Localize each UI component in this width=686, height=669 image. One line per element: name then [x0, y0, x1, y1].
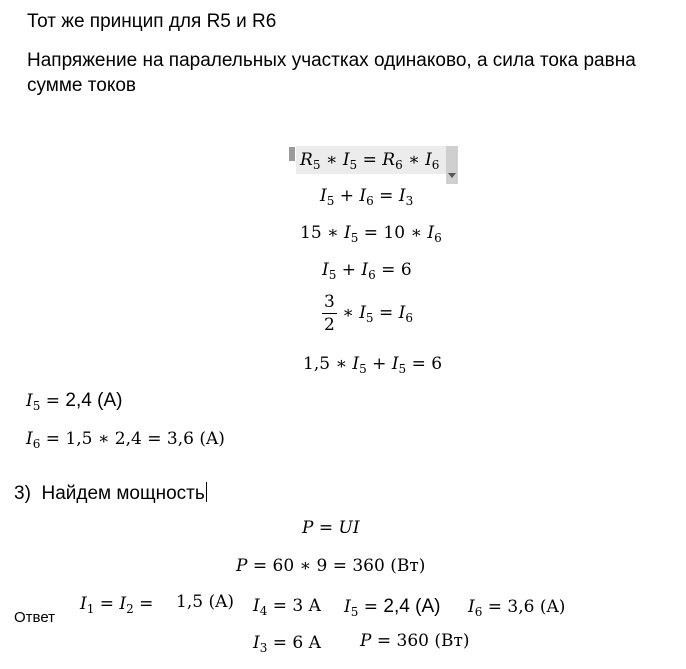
equation-15i5-eq-10i6 [300, 223, 442, 243]
op: + [366, 354, 392, 374]
var: P [236, 556, 248, 576]
coef: 1,5 ∗ [303, 354, 353, 374]
var: I [359, 186, 367, 206]
var: I [253, 633, 260, 653]
op: ∗ [320, 150, 343, 170]
denominator: 2 [324, 315, 335, 335]
var: I [322, 260, 329, 280]
equation-options-dropdown[interactable] [446, 146, 458, 184]
var: R [382, 150, 396, 170]
rhs: UI [338, 518, 360, 538]
equals: = [371, 631, 397, 651]
answer-i12-value: 1,5 (A) [176, 592, 234, 612]
expr: = 1,5 ∗ 2,4 = 3,6 (A) [40, 429, 225, 449]
sub: 6 [434, 231, 442, 245]
sub: 3 [405, 194, 414, 208]
var: I [119, 594, 127, 614]
sub: 6 [395, 158, 403, 172]
text-cursor [206, 482, 207, 502]
var: I [26, 429, 33, 449]
equation-move-handle[interactable] [289, 147, 295, 161]
sub: 6 [431, 158, 440, 172]
sub: 5 [32, 399, 41, 413]
op: ∗ [336, 303, 360, 323]
op: + [334, 186, 360, 206]
answer-label: Ответ [14, 609, 56, 626]
equals: = [313, 518, 339, 538]
value: = 3 A [267, 596, 321, 616]
var: I [253, 596, 260, 616]
sub: 2 [126, 602, 134, 616]
equation-selected-r5i5[interactable] [296, 146, 455, 174]
equation-i5-plus-i6-eq-6 [322, 260, 412, 280]
sub: 6 [474, 605, 483, 619]
equation-three-halves-i5-eq-i6 [322, 291, 413, 336]
value: 3,6 (A) [507, 597, 566, 617]
coef: 15 ∗ [300, 223, 344, 243]
sub: 5 [359, 362, 367, 376]
paragraph-rule-line2: сумме токов [27, 75, 136, 96]
sub: 5 [350, 231, 359, 245]
sub: 6 [366, 194, 374, 208]
sub: 5 [398, 362, 407, 376]
var: I [359, 303, 366, 323]
equation-p-eq-ui [302, 518, 360, 538]
sub: 5 [312, 158, 321, 172]
equals: = [40, 391, 66, 411]
answer-i1-i2 [80, 594, 153, 614]
result-i5 [26, 390, 122, 412]
op: ∗ [402, 150, 426, 170]
answer-i4 [253, 596, 321, 616]
var: I [361, 260, 369, 280]
sub: 1 [86, 602, 95, 616]
equals: = [357, 150, 383, 170]
sub: 6 [405, 311, 413, 325]
sub: 5 [326, 194, 335, 208]
var: I [80, 594, 87, 614]
equals: = [358, 597, 384, 617]
rhs: = 6 [375, 260, 412, 280]
value: 360 (Вт) [396, 631, 470, 651]
answer-p [360, 631, 470, 651]
equals: = 10 ∗ [358, 223, 428, 243]
sub: 4 [259, 604, 268, 618]
section3-title: Найдем мощность [41, 483, 205, 504]
result-i6 [26, 429, 225, 449]
equals: = [133, 594, 154, 614]
equation-i5-plus-i6-eq-i3 [320, 186, 413, 206]
result-i5-value: 2,4 (A) [65, 390, 123, 411]
var: I [320, 186, 327, 206]
fraction [322, 291, 337, 336]
var: I [398, 186, 406, 206]
answer-i3 [253, 633, 321, 653]
var: I [344, 223, 351, 243]
var: P [302, 518, 314, 538]
var: I [427, 223, 435, 243]
var: P [360, 631, 372, 651]
paragraph-rule-line1: Напряжение на паралельных участках одинаково, а сила тока равна [27, 50, 636, 71]
numerator: 3 [324, 292, 335, 312]
equals: = [373, 303, 399, 323]
var: I [468, 597, 475, 617]
equation-1-5i5-plus-i5-eq-6 [303, 354, 442, 374]
equals: = [482, 597, 508, 617]
var: I [352, 354, 360, 374]
sub: 5 [350, 605, 359, 619]
var: I [425, 150, 432, 170]
sub: 5 [365, 311, 374, 325]
answer-i5 [344, 596, 440, 618]
value: 2,4 (A) [383, 596, 441, 617]
value: = 6 A [267, 633, 321, 653]
var: R [300, 150, 313, 170]
sub: 6 [32, 437, 41, 451]
var: I [26, 391, 33, 411]
sub: 5 [328, 268, 337, 282]
sub: 6 [368, 268, 376, 282]
equals: = [94, 594, 120, 614]
op: + [336, 260, 362, 280]
var: I [391, 354, 399, 374]
section3-heading[interactable] [14, 482, 207, 505]
expr: = 60 ∗ 9 = 360 (Вт) [247, 556, 426, 576]
var: I [342, 150, 350, 170]
sub: 3 [259, 641, 268, 655]
rhs: = 6 [406, 354, 443, 374]
sub: 5 [349, 158, 358, 172]
equation-p-eq-360 [236, 556, 425, 576]
equals: = [373, 186, 399, 206]
var: I [344, 597, 351, 617]
var: I [398, 303, 406, 323]
heading-principle: Тот же принцип для R5 и R6 [27, 11, 277, 32]
section3-number: 3) [14, 483, 31, 504]
answer-i6 [468, 597, 565, 617]
